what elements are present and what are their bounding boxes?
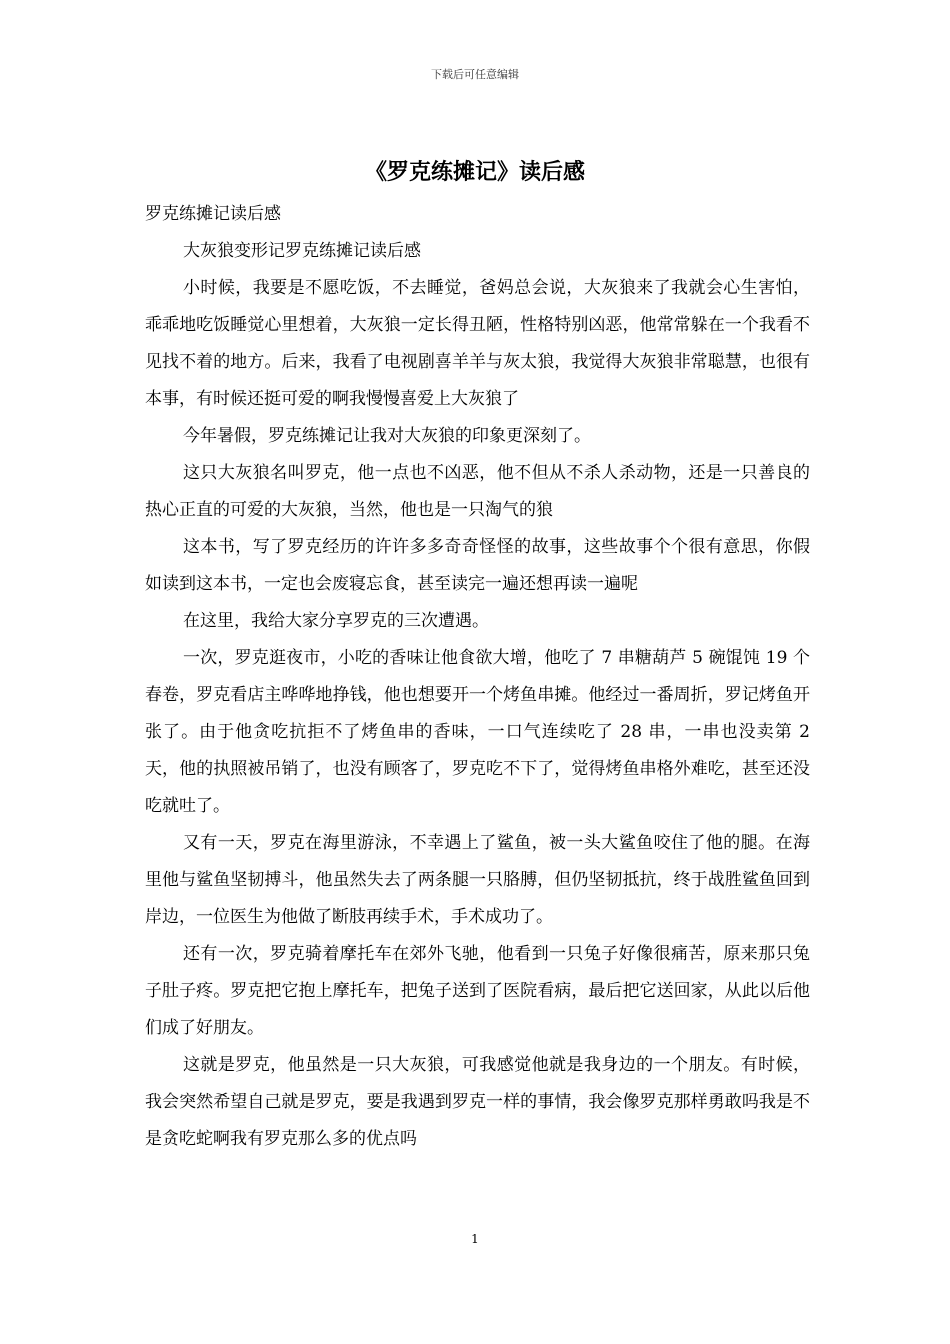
body-paragraph: 又有一天，罗克在海里游泳，不幸遇上了鲨鱼，被一头大鲨鱼咬住了他的腿。在海里他与鲨鱼坚韧搏斗，他虽然失去了两条腿一只胳膊，但仍坚韧抵抗，终于战胜鲨鱼回到岸边，一位医生为他做了断肢再续手术，手术成功了。	[145, 833, 810, 927]
body-paragraph: 这本书，写了罗克经历的许许多多奇奇怪怪的故事，这些故事个个很有意思，你假如读到这本书，一定也会废寝忘食，甚至读完一遍还想再读一遍呢	[145, 537, 810, 594]
body-paragraph: 小时候，我要是不愿吃饭，不去睡觉，爸妈总会说，大灰狼来了我就会心生害怕，乖乖地吃饭睡觉心里想着，大灰狼一定长得丑陋，性格特别凶恶，他常常躲在一个我看不见找不着的地方。后来，我看了电视剧喜羊羊与灰太狼，我觉得大灰狼非常聪慧，也很有本事，有时候还挺可爱的啊我慢慢喜爱上大灰狼了	[145, 278, 810, 409]
document-subtitle: 罗克练摊记读后感	[145, 204, 281, 224]
body-paragraph: 在这里，我给大家分享罗克的三次遭遇。	[183, 611, 489, 631]
body-paragraph: 这就是罗克，他虽然是一只大灰狼，可我感觉他就是我身边的一个朋友。有时候，我会突然希望自己就是罗克，要是我遇到罗克一样的事情，我会像罗克那样勇敢吗我是不是贪吃蛇啊我有罗克那么多的优点吗	[145, 1055, 810, 1149]
body-paragraph: 一次，罗克逛夜市，小吃的香味让他食欲大增，他吃了 7 串糖葫芦 5 碗馄饨 19 个春卷，罗克看店主哗哗地挣钱，他也想要开一个烤鱼串摊。他经过一番周折，罗记烤鱼开张了。由于他贪吃抗拒不了烤鱼串的香味，一口气连续吃了 28 串，一串也没卖第 2 天，他的执照被吊销了，也没有顾客了，罗克吃不下了，觉得烤鱼串格外难吃，甚至还没吃就吐了。	[145, 648, 810, 816]
body-paragraph: 大灰狼变形记罗克练摊记读后感	[183, 241, 421, 261]
page-header-note: 下载后可任意编辑	[431, 68, 519, 81]
body-paragraph: 还有一次，罗克骑着摩托车在郊外飞驰，他看到一只兔子好像很痛苦，原来那只兔子肚子疼。罗克把它抱上摩托车，把兔子送到了医院看病，最后把它送回家，从此以后他们成了好朋友。	[145, 944, 810, 1038]
document-body	[145, 196, 810, 1158]
page-number: 1	[471, 1232, 479, 1246]
body-paragraph: 今年暑假，罗克练摊记让我对大灰狼的印象更深刻了。	[183, 426, 591, 446]
document-title: 《罗克练摊记》读后感	[364, 160, 585, 185]
body-paragraph: 这只大灰狼名叫罗克，他一点也不凶恶，他不但从不杀人杀动物，还是一只善良的热心正直的可爱的大灰狼，当然，他也是一只淘气的狼	[145, 463, 810, 520]
